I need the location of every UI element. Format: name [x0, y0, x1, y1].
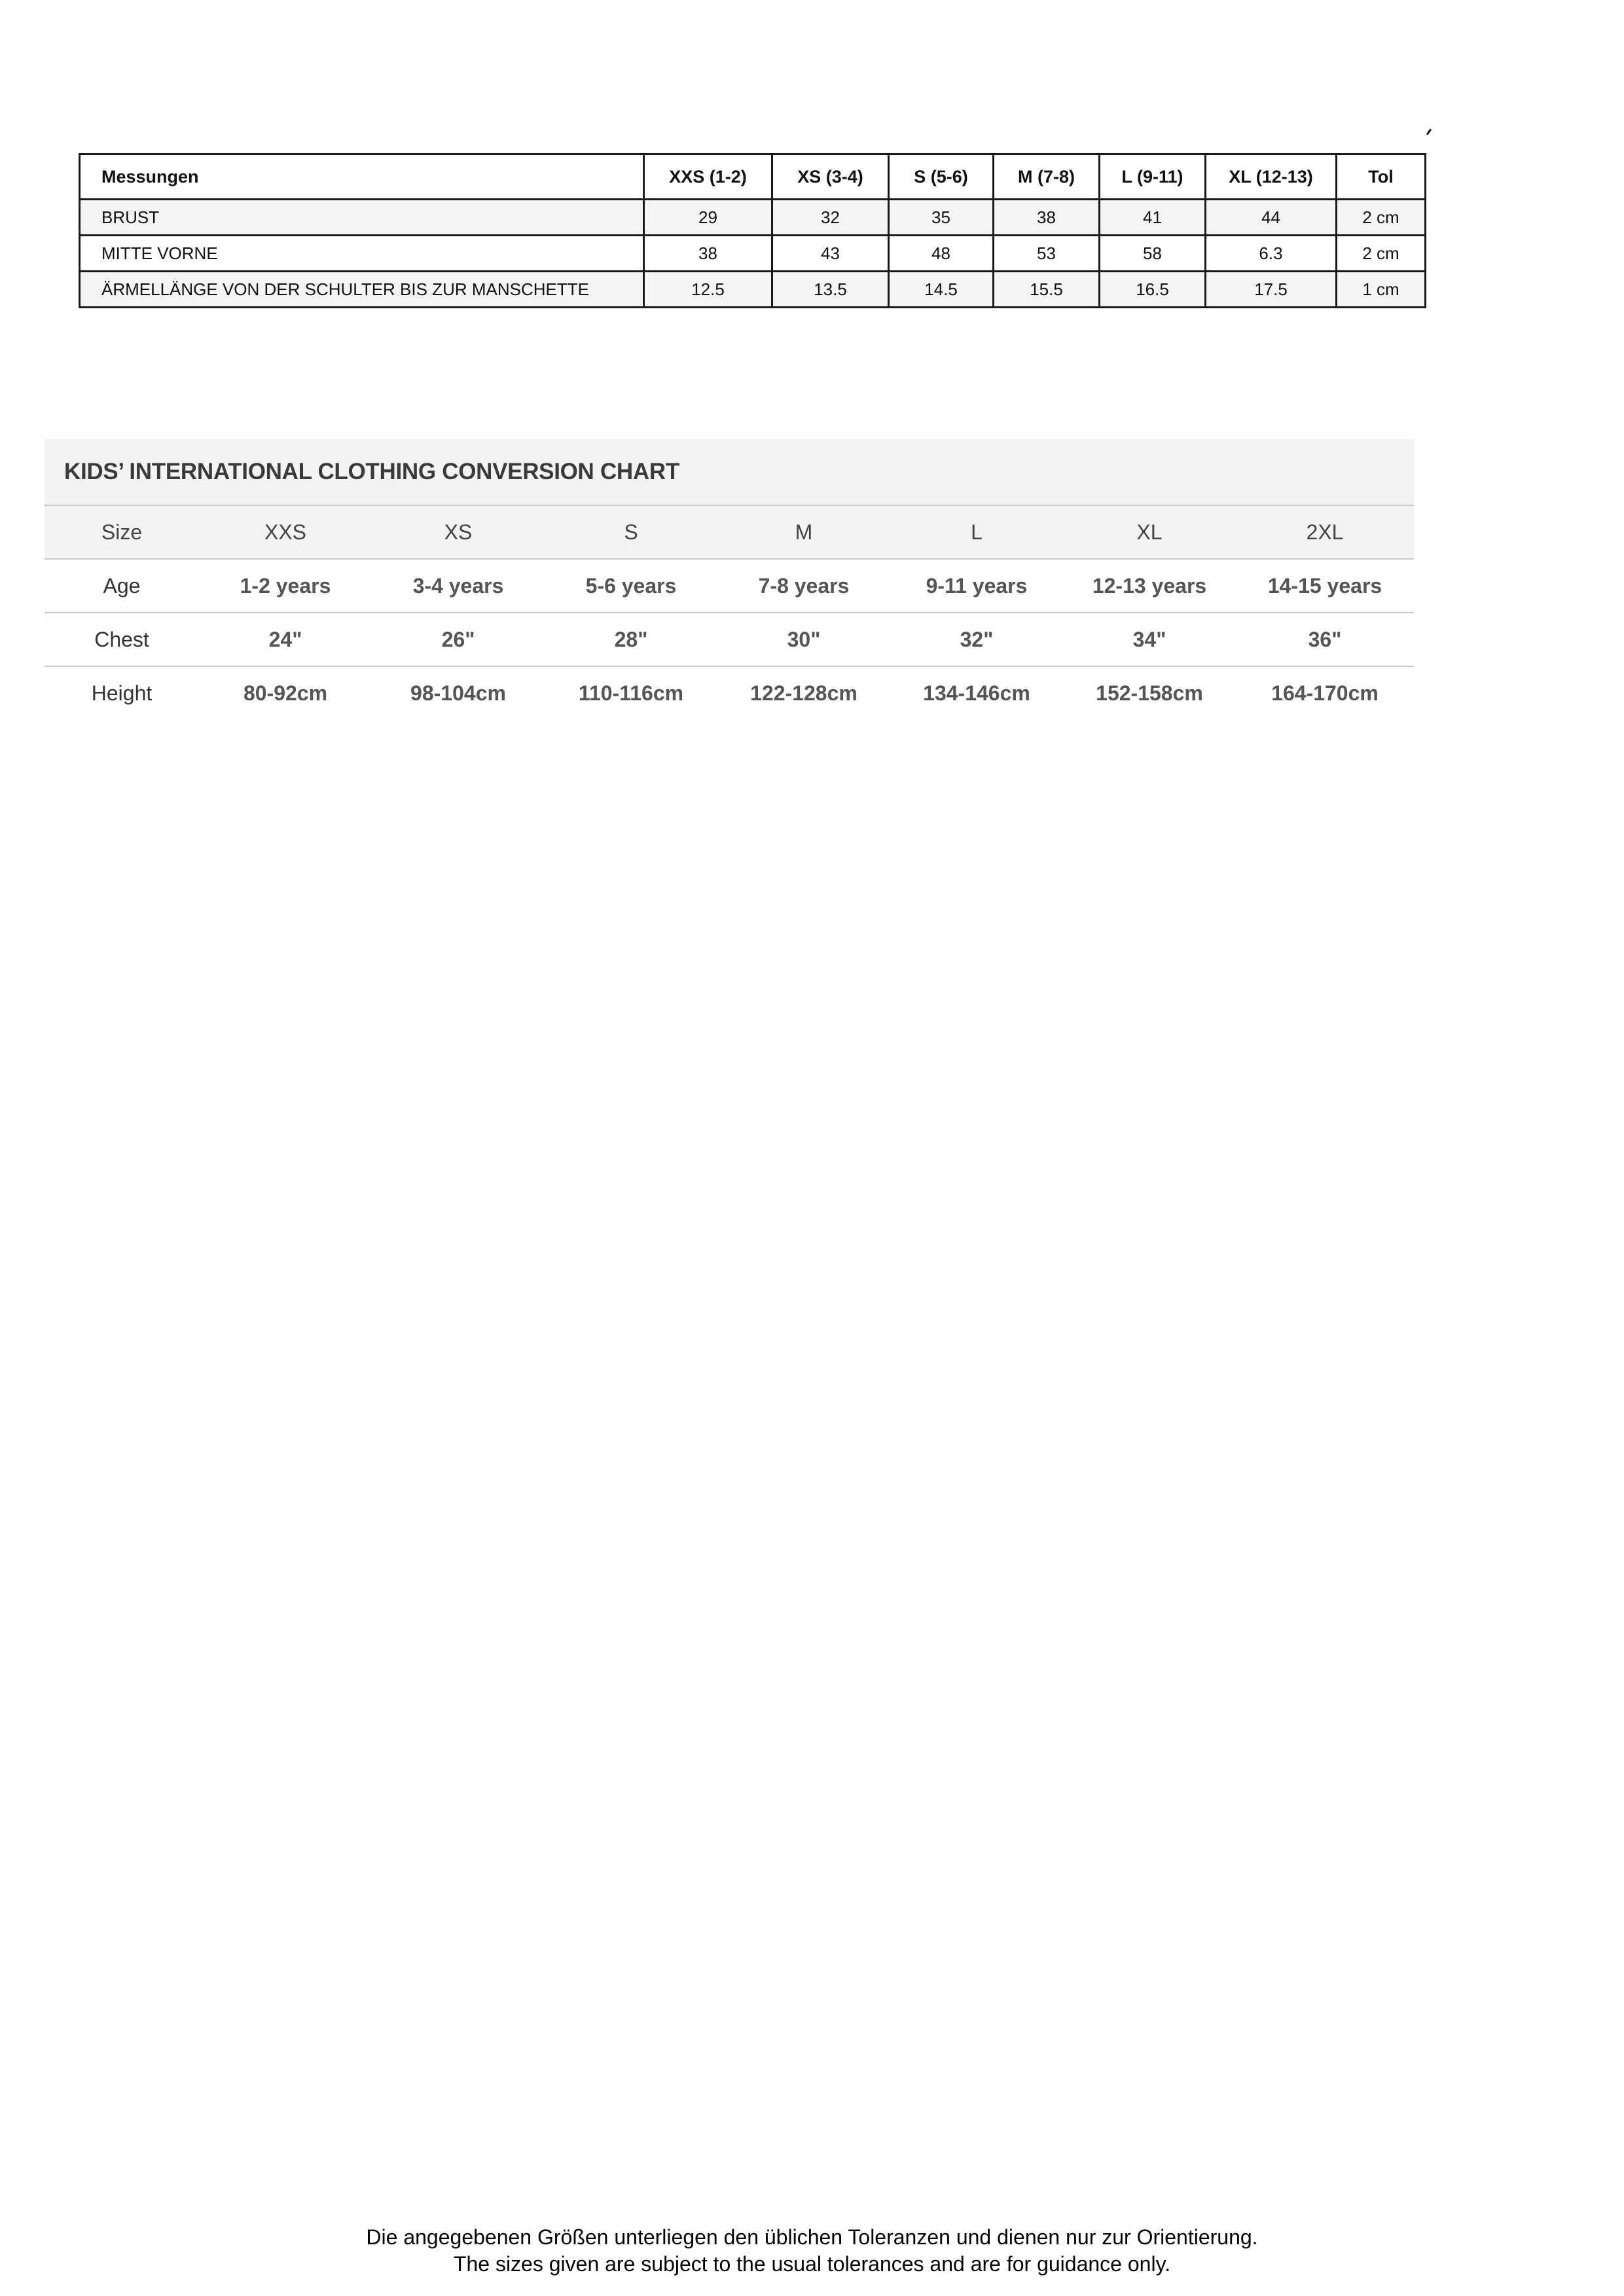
row-label: Height	[45, 666, 199, 719]
table-cell: 7-8 years	[717, 559, 890, 613]
table-cell: 13.5	[772, 272, 889, 308]
table-cell: 122-128cm	[717, 666, 890, 719]
table-cell: 17.5	[1206, 272, 1337, 308]
header-cell: S (5-6)	[889, 154, 994, 200]
table-cell: 28"	[545, 613, 717, 666]
table-row	[80, 200, 1426, 236]
row-label: Size	[45, 505, 199, 559]
table-row	[80, 236, 1426, 272]
table-cell: M	[717, 505, 890, 559]
table-cell: 14.5	[889, 272, 994, 308]
kids-chart-title: KIDS’ INTERNATIONAL CLOTHING CONVERSION CHART	[64, 459, 679, 484]
table-cell: 152-158cm	[1063, 666, 1236, 719]
table-row	[45, 613, 1414, 666]
table-cell: 53	[994, 236, 1100, 272]
table-cell: 3-4 years	[372, 559, 545, 613]
measurement-table-container	[79, 153, 1424, 308]
table-cell: 98-104cm	[372, 666, 545, 719]
table-row	[45, 559, 1414, 613]
table-cell: XXS	[199, 505, 372, 559]
kids-conversion-chart	[45, 439, 1414, 719]
table-cell: 1 cm	[1337, 272, 1426, 308]
table-cell: 12.5	[644, 272, 772, 308]
table-cell: 41	[1100, 200, 1206, 236]
stray-tick-mark	[1426, 129, 1432, 135]
table-cell: 43	[772, 236, 889, 272]
table-cell: 15.5	[994, 272, 1100, 308]
table-cell: 34"	[1063, 613, 1236, 666]
row-label: Age	[45, 559, 199, 613]
table-cell: 58	[1100, 236, 1206, 272]
kids-conversion-table	[45, 505, 1414, 719]
table-cell: 1-2 years	[199, 559, 372, 613]
table-cell: L	[890, 505, 1063, 559]
row-label: ÄRMELLÄNGE VON DER SCHULTER BIS ZUR MANSCHETTE	[80, 272, 644, 308]
table-cell: 14-15 years	[1236, 559, 1414, 613]
row-label: MITTE VORNE	[80, 236, 644, 272]
row-label: BRUST	[80, 200, 644, 236]
table-cell: 36"	[1236, 613, 1414, 666]
table-cell: 29	[644, 200, 772, 236]
table-cell: S	[545, 505, 717, 559]
table-cell: 2XL	[1236, 505, 1414, 559]
table-cell: 38	[994, 200, 1100, 236]
table-cell: 32"	[890, 613, 1063, 666]
table-cell: 164-170cm	[1236, 666, 1414, 719]
table-cell: 35	[889, 200, 994, 236]
table-cell: 6.3	[1206, 236, 1337, 272]
header-cell: L (9-11)	[1100, 154, 1206, 200]
table-cell: 134-146cm	[890, 666, 1063, 719]
size-row	[45, 505, 1414, 559]
table-cell: XS	[372, 505, 545, 559]
header-cell: XS (3-4)	[772, 154, 889, 200]
table-cell: 26"	[372, 613, 545, 666]
header-cell: Messungen	[80, 154, 644, 200]
table-cell: 30"	[717, 613, 890, 666]
footer-line-english: The sizes given are subject to the usual tolerances and are for guidance only.	[453, 2252, 1171, 2276]
table-cell: 24"	[199, 613, 372, 666]
table-row	[80, 272, 1426, 308]
table-cell: 9-11 years	[890, 559, 1063, 613]
header-cell: XL (12-13)	[1206, 154, 1337, 200]
measurement-header-row	[80, 154, 1426, 200]
row-label: Chest	[45, 613, 199, 666]
table-cell: XL	[1063, 505, 1236, 559]
table-cell: 44	[1206, 200, 1337, 236]
header-cell: M (7-8)	[994, 154, 1100, 200]
kids-chart-title-bar	[45, 439, 1414, 505]
table-cell: 38	[644, 236, 772, 272]
header-cell: XXS (1-2)	[644, 154, 772, 200]
table-cell: 12-13 years	[1063, 559, 1236, 613]
table-cell: 16.5	[1100, 272, 1206, 308]
table-cell: 110-116cm	[545, 666, 717, 719]
table-cell: 48	[889, 236, 994, 272]
footer-line-german: Die angegebenen Größen unterliegen den üblichen Toleranzen und dienen nur zur Orientierung.	[366, 2225, 1258, 2249]
table-cell: 5-6 years	[545, 559, 717, 613]
header-cell: Tol	[1337, 154, 1426, 200]
table-cell: 80-92cm	[199, 666, 372, 719]
table-cell: 2 cm	[1337, 200, 1426, 236]
table-cell: 32	[772, 200, 889, 236]
table-row	[45, 666, 1414, 719]
footer-note	[0, 2224, 1624, 2278]
table-cell: 2 cm	[1337, 236, 1426, 272]
measurement-table	[79, 153, 1426, 308]
